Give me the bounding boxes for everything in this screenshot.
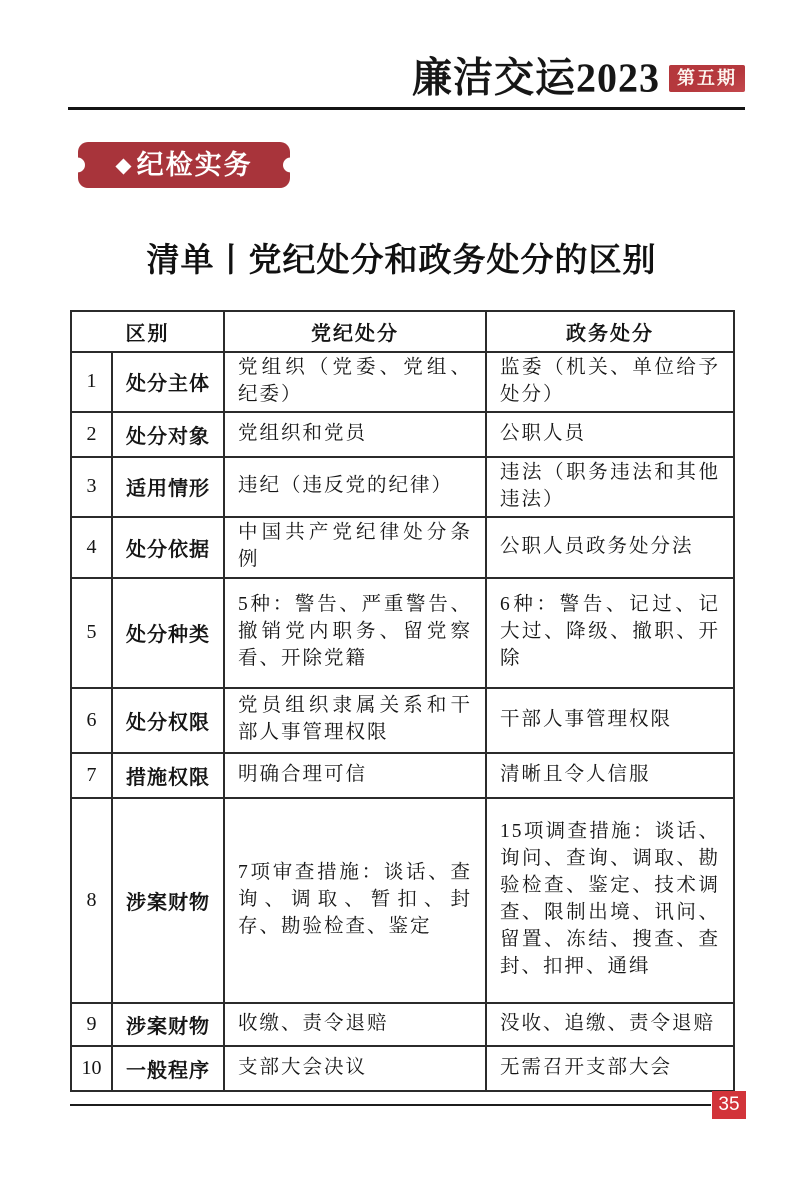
row-category: 处分依据 [112,517,224,578]
government-discipline-cell: 公职人员政务处分法 [486,517,734,578]
row-number: 7 [71,753,112,798]
row-number: 5 [71,578,112,688]
government-discipline-cell: 公职人员 [486,412,734,457]
row-category: 处分权限 [112,688,224,753]
row-category: 处分对象 [112,412,224,457]
table-row [71,753,734,798]
issue-badge: 第五期 [669,65,745,92]
row-category: 处分种类 [112,578,224,688]
table-row [71,578,734,688]
row-category: 一般程序 [112,1046,224,1091]
row-number: 6 [71,688,112,753]
government-discipline-cell: 监委（机关、单位给予处分） [486,352,734,412]
row-number: 2 [71,412,112,457]
row-number: 4 [71,517,112,578]
party-discipline-cell: 5种：警告、严重警告、撤销党内职务、留党察看、开除党籍 [224,578,486,688]
row-number: 8 [71,798,112,1003]
section-banner [78,142,290,188]
header-government-discipline: 政务处分 [486,311,734,352]
section-banner-label: 纪检实务 [136,149,253,180]
masthead-title: 廉洁交运2023 [412,54,660,101]
party-discipline-cell: 7项审查措施：谈话、查询、调取、暂扣、封存、勘验检查、鉴定 [224,798,486,1003]
row-category: 处分主体 [112,352,224,412]
table-row [71,412,734,457]
government-discipline-cell: 违法（职务违法和其他违法） [486,457,734,517]
row-category: 适用情形 [112,457,224,517]
row-number: 1 [71,352,112,412]
government-discipline-cell: 15项调查措施：谈话、询问、查询、调取、勘验检查、鉴定、技术调查、限制出境、讯问、留置、冻结、搜查、查封、扣押、通缉 [486,798,734,1003]
table-header-row [71,311,734,352]
diamond-icon: ◆ [115,152,132,177]
row-number: 3 [71,457,112,517]
table-row [71,1046,734,1091]
header-party-discipline: 党纪处分 [224,311,486,352]
party-discipline-cell: 支部大会决议 [224,1046,486,1091]
table-row [71,457,734,517]
party-discipline-cell: 党员组织隶属关系和干部人事管理权限 [224,688,486,753]
table-row [71,798,734,1003]
party-discipline-cell: 党组织和党员 [224,412,486,457]
header-rule [68,107,745,110]
row-category: 措施权限 [112,753,224,798]
row-category: 涉案财物 [112,1003,224,1046]
table-row [71,1003,734,1046]
row-number: 10 [71,1046,112,1091]
government-discipline-cell: 无需召开支部大会 [486,1046,734,1091]
table-row [71,517,734,578]
row-number: 9 [71,1003,112,1046]
government-discipline-cell: 6种：警告、记过、记大过、降级、撤职、开除 [486,578,734,688]
party-discipline-cell: 违纪（违反党的纪律） [224,457,486,517]
comparison-table [70,310,735,1092]
header-difference: 区别 [71,311,224,352]
row-category: 涉案财物 [112,798,224,1003]
government-discipline-cell: 干部人事管理权限 [486,688,734,753]
table-row [71,352,734,412]
masthead [412,54,745,101]
government-discipline-cell: 没收、追缴、责令退赔 [486,1003,734,1046]
page-number-badge: 35 [712,1091,746,1119]
article-title: 清单丨党纪处分和政务处分的区别 [146,243,657,279]
government-discipline-cell: 清晰且令人信服 [486,753,734,798]
table-row [71,688,734,753]
party-discipline-cell: 中国共产党纪律处分条例 [224,517,486,578]
party-discipline-cell: 收缴、责令退赔 [224,1003,486,1046]
party-discipline-cell: 党组织（党委、党组、纪委） [224,352,486,412]
party-discipline-cell: 明确合理可信 [224,753,486,798]
footer-rule [70,1104,711,1106]
